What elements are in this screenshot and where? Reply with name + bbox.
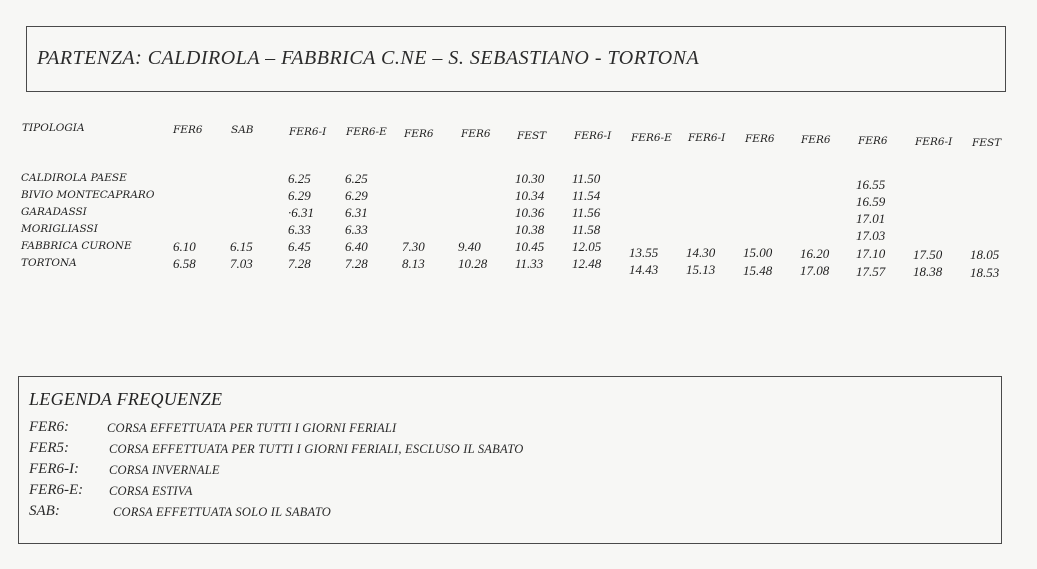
departure-time: 10.34	[515, 188, 545, 203]
departure-time: 17.03	[856, 228, 886, 243]
departure-time: 17.01	[856, 211, 886, 226]
column-header: FER6-I	[289, 126, 327, 138]
departure-time: 6.25	[288, 171, 311, 186]
stop-name: GARADASSI	[21, 206, 87, 218]
legend-description: CORSA EFFETTUATA PER TUTTI I GIORNI FERIALI	[107, 421, 397, 435]
departure-time: 6.33	[288, 222, 311, 237]
departure-time: 11.58	[572, 222, 601, 237]
legend-box	[18, 376, 1002, 544]
legend-description: CORSA ESTIVA	[109, 484, 193, 498]
column-header-tipologia: TIPOLOGIA	[22, 122, 85, 134]
column-header: FEST	[517, 130, 547, 142]
departure-time: 6.33	[345, 222, 368, 237]
departure-time: 9.40	[458, 239, 481, 254]
departure-time: 13.55	[629, 245, 659, 260]
departure-time: ·6.31	[288, 205, 314, 220]
departure-time: 16.59	[856, 194, 886, 209]
departure-time: 17.08	[800, 263, 830, 278]
departure-time: 18.53	[970, 265, 1000, 280]
column-header: FER6-E	[346, 126, 387, 138]
column-header: FER6	[858, 135, 888, 147]
stop-name: BIVIO MONTECAPRARO	[21, 189, 155, 201]
column-header: FER6-I	[574, 130, 612, 142]
departure-time: 12.05	[572, 239, 602, 254]
departure-time: 8.13	[402, 256, 425, 271]
column-header: FER6	[404, 128, 434, 140]
legend-description: CORSA EFFETTUATA SOLO IL SABATO	[113, 505, 332, 519]
departure-time: 11.56	[572, 205, 601, 220]
column-header: FER6-I	[915, 136, 953, 148]
departure-time: 6.29	[288, 188, 311, 203]
column-header: FER6	[173, 124, 203, 136]
stop-name: TORTONA	[21, 257, 77, 269]
departure-time: 6.29	[345, 188, 368, 203]
departure-time: 6.10	[173, 239, 196, 254]
legend-code: FER6-I:	[29, 461, 79, 477]
legend-code: SAB:	[29, 503, 60, 519]
departure-time: 7.03	[230, 256, 253, 271]
column-header: FER6	[461, 128, 491, 140]
column-header: FER6-E	[631, 132, 672, 144]
departure-time: 10.38	[515, 222, 545, 237]
departure-time: 17.10	[856, 246, 886, 261]
departure-time: 10.36	[515, 205, 545, 220]
departure-time: 6.31	[345, 205, 368, 220]
departure-time: 18.38	[913, 264, 943, 279]
column-header: SAB	[231, 124, 254, 136]
departure-time: 10.28	[458, 256, 488, 271]
column-header: FER6-I	[688, 132, 726, 144]
legend-code: FER6-E:	[29, 482, 84, 498]
departure-time: 10.45	[515, 239, 545, 254]
departure-time: 11.33	[515, 256, 544, 271]
column-header: FER6	[801, 134, 831, 146]
departure-time: 16.20	[800, 246, 830, 261]
legend-code: FER6:	[29, 419, 69, 435]
departure-time: 14.43	[629, 262, 659, 277]
departure-time: 6.45	[288, 239, 311, 254]
legend-description: CORSA EFFETTUATA PER TUTTI I GIORNI FERIALI, ESCLUSO IL SABATO	[109, 442, 524, 456]
stop-name: FABBRICA CURONE	[21, 240, 132, 252]
stop-name: CALDIROLA PAESE	[21, 172, 127, 184]
column-header: FEST	[972, 137, 1002, 149]
departure-time: 6.15	[230, 239, 253, 254]
departure-time: 15.13	[686, 262, 716, 277]
departure-time: 7.28	[345, 256, 368, 271]
departure-time: 17.57	[856, 264, 886, 279]
departure-time: 6.40	[345, 239, 368, 254]
column-header: FER6	[745, 133, 775, 145]
departure-time: 7.30	[402, 239, 425, 254]
departure-time: 6.58	[173, 256, 196, 271]
departure-time: 15.48	[743, 263, 773, 278]
departure-time: 14.30	[686, 245, 716, 260]
departure-time: 17.50	[913, 247, 943, 262]
departure-time: 18.05	[970, 247, 1000, 262]
legend-description: CORSA INVERNALE	[109, 463, 220, 477]
departure-time: 15.00	[743, 245, 773, 260]
departure-time: 7.28	[288, 256, 311, 271]
legend-code: FER5:	[29, 440, 69, 456]
departure-time: 12.48	[572, 256, 602, 271]
page-title: PARTENZA: CALDIROLA – FABBRICA C.NE – S. SEBASTIANO - TORTONA	[37, 47, 700, 69]
departure-time: 11.50	[572, 171, 601, 186]
departure-time: 10.30	[515, 171, 545, 186]
departure-time: 11.54	[572, 188, 601, 203]
stop-name: MORIGLIASSI	[21, 223, 98, 235]
departure-time: 6.25	[345, 171, 368, 186]
departure-time: 16.55	[856, 177, 886, 192]
legend-title: LEGENDA FREQUENZE	[29, 389, 223, 409]
